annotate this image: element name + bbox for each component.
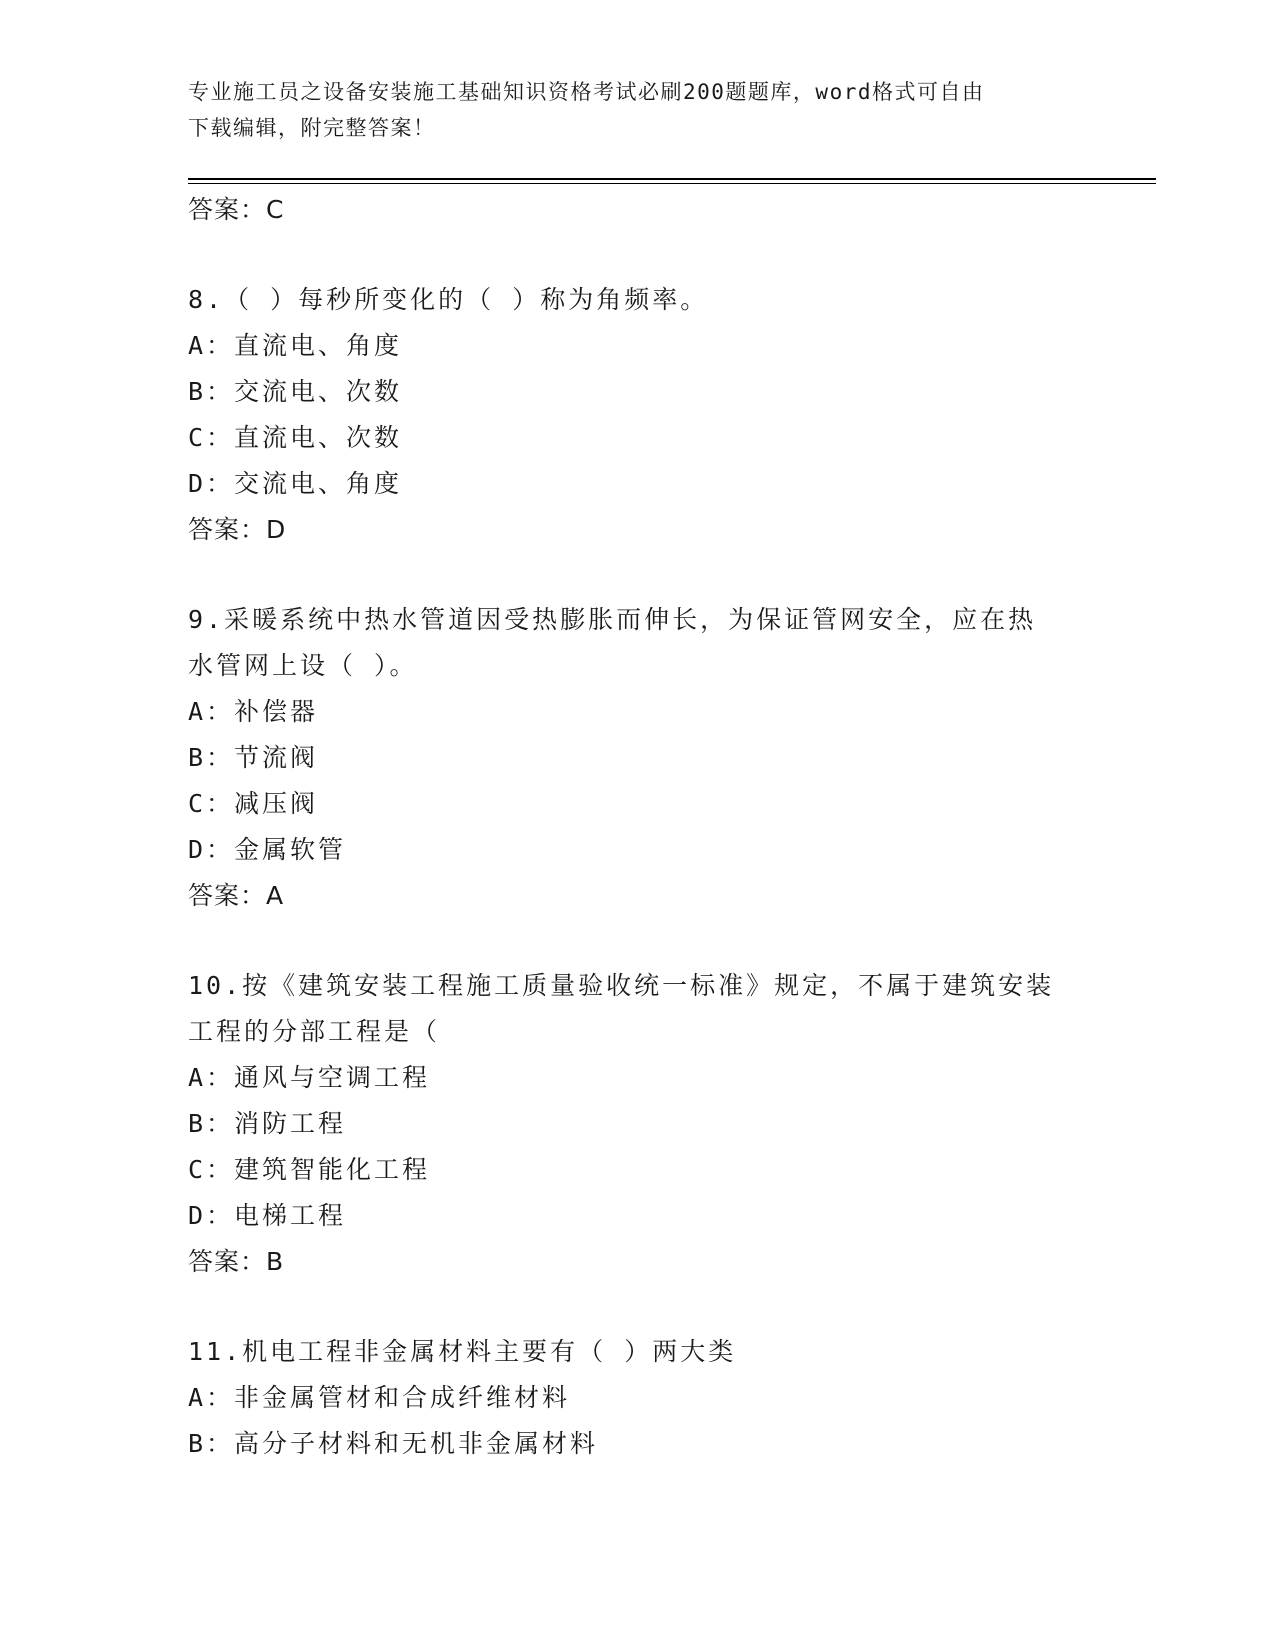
option-d: D：电梯工程 [188,1201,347,1230]
question-list [188,187,1088,1467]
answer: 答案：B [188,1247,285,1276]
option-c: C：减压阀 [188,789,319,818]
spacer [188,553,1088,597]
spacer [188,1285,1088,1329]
option-a: A：直流电、角度 [188,331,403,360]
header-rule-thick [188,178,1156,180]
question-8 [188,277,1088,553]
option-a: A：通风与空调工程 [188,1063,431,1092]
option-a: A：补偿器 [188,697,319,726]
option-d: D：交流电、角度 [188,469,403,498]
question-text-line-2: 工程的分部工程是（ [188,1017,441,1046]
question-9 [188,597,1088,919]
question-text: 8.（ ）每秒所变化的（ ）称为角频率。 [188,285,709,314]
header-line-2: 下载编辑，附完整答案！ [188,116,436,140]
option-a: A：非金属管材和合成纤维材料 [188,1383,571,1412]
header-line-1: 专业施工员之设备安装施工基础知识资格考试必刷200题题库，word格式可自由 [188,80,985,104]
question-10 [188,963,1088,1285]
spacer [188,233,1088,277]
answer-previous: 答案：C [188,195,285,224]
page-header [188,74,1068,146]
option-b: B：高分子材料和无机非金属材料 [188,1429,599,1458]
option-b: B：节流阀 [188,743,319,772]
question-text-line-2: 水管网上设（ ）。 [188,651,418,680]
header-rule-thin [188,183,1156,184]
option-d: D：金属软管 [188,835,347,864]
option-c: C：建筑智能化工程 [188,1155,431,1184]
question-text-line-1: 10.按《建筑安装工程施工质量验收统一标准》规定，不属于建筑安装 [188,971,1055,1000]
spacer [188,919,1088,963]
question-11 [188,1329,1088,1467]
answer: 答案：D [188,515,287,544]
question-text-line-1: 9.采暖系统中热水管道因受热膨胀而伸长，为保证管网安全，应在热 [188,605,1037,634]
option-b: B：消防工程 [188,1109,347,1138]
answer: 答案：A [188,881,285,910]
option-c: C：直流电、次数 [188,423,403,452]
question-text: 11.机电工程非金属材料主要有（ ）两大类 [188,1337,737,1366]
option-b: B：交流电、次数 [188,377,403,406]
